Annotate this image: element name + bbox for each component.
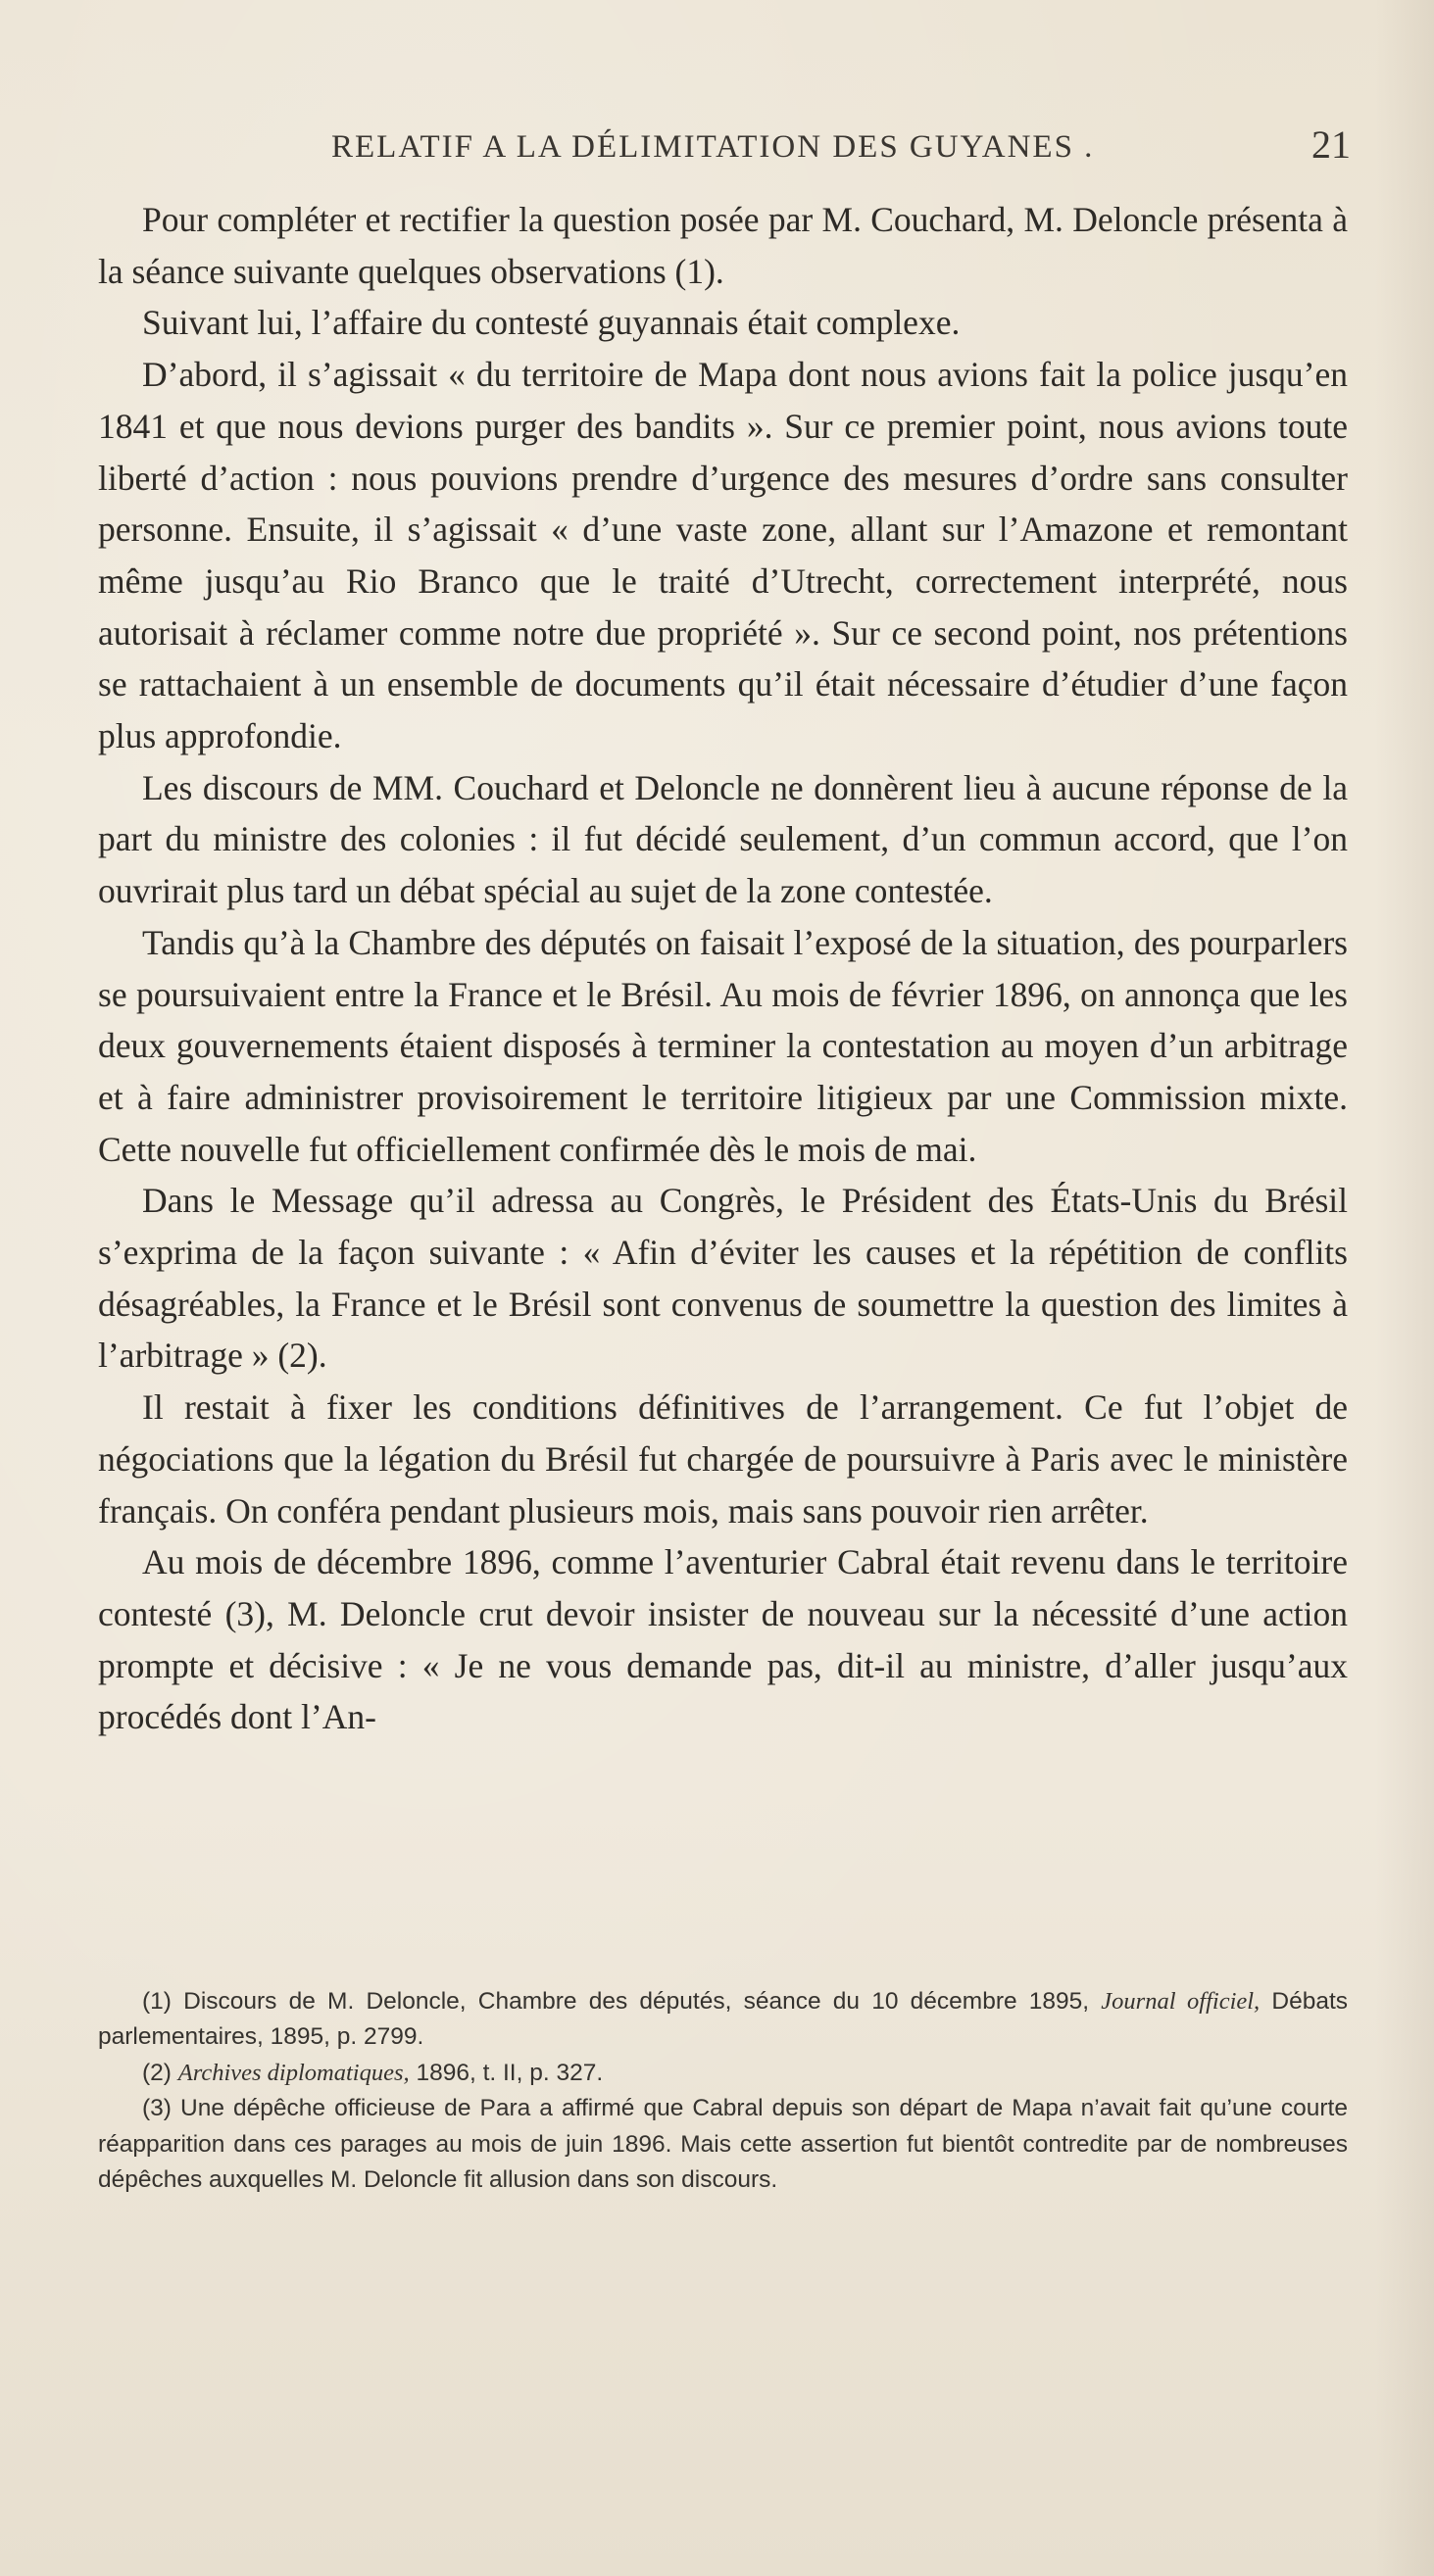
footnote-1 <box>98 1984 1348 2056</box>
paragraph: Au mois de décembre 1896, comme l’aventurier Cabral était revenu dans le territoire contesté (3), M. Deloncle crut devoir insister de nouveau sur la nécessité d’une action prompte et décisive : « Je ne vous demande pas, dit-il au ministre, d’aller jusqu’aux procédés dont l’An- <box>98 1542 1348 1737</box>
main-text <box>98 194 1348 1743</box>
footnote-2 <box>98 2056 1348 2091</box>
footnote-3: (3) Une dépêche officieuse de Para a affirmé que Cabral depuis son départ de Mapa n’avait fait qu’une courte réapparition dans ces parages au mois de juin 1896. Mais cette assertion fut bientôt contredite par de nombreuses dépêches auxquelles M. Deloncle fit allusion dans son discours. <box>98 2095 1348 2194</box>
running-header <box>331 122 1351 174</box>
footnotes <box>98 1984 1348 2198</box>
paragraph: D’abord, il s’agissait « du territoire de Mapa dont nous avions fait la police jusqu’en 1841 et que nous devions purger des bandits ». Sur ce premier point, nous avions toute liberté d’action : nous pouvions prendre d’urgence des mesures d’ordre sans consulter personne. Ensuite, il s’agissait « d’une vaste zone, allant sur l’Amazone et remontant même jusqu’au Rio Branco que le traité d’Utrecht, correctement interprété, nous autorisait à réclamer comme notre due propriété ». Sur ce second point, nos prétentions se rattachaient à un ensemble de documents qu’il était nécessaire d’étudier d’une façon plus approfondie. <box>98 355 1348 756</box>
footnote-text: 1896, t. II, p. 327. <box>409 2059 604 2086</box>
footnote-italic: Journal officiel, <box>1101 1988 1261 2015</box>
footnote-text: (2) <box>142 2059 178 2086</box>
page-edge-shading <box>1375 0 1434 2576</box>
footnote-italic: Archives diplomatiques, <box>177 2059 410 2086</box>
paragraph: Pour compléter et rectifier la question posée par M. Couchard, M. Deloncle présenta à la séance suivante quelques observations (1). <box>98 200 1348 291</box>
footnote-text: (1) Discours de M. Deloncle, Chambre des députés, séance du 10 décembre 1895, <box>142 1988 1102 2015</box>
footnote-text: Débats parlementaires, 1895, p. 2799. <box>98 1988 1349 2051</box>
running-title: RELATIF A LA DÉLIMITATION DES GUYANES . <box>331 129 1095 165</box>
paragraph: Les discours de MM. Couchard et Deloncle ne donnèrent lieu à aucune réponse de la part du ministre des colonies : il fut décidé seulement, d’un commun accord, que l’on ouvrirait plus tard un débat spécial au sujet de la zone contestée. <box>98 767 1348 911</box>
paragraph: Dans le Message qu’il adressa au Congrès, le Président des États-Unis du Brésil s’exprima de la façon suivante : « Afin d’éviter les causes et la répétition de conflits désagréables, la France et le Brésil sont convenus de soumettre la question des limites à l’arbitrage » (2). <box>98 1181 1348 1376</box>
paragraph: Tandis qu’à la Chambre des députés on faisait l’exposé de la situation, des pourparlers se poursuivaient entre la France et le Brésil. Au mois de février 1896, on annonça que les deux gouvernements étaient disposés à terminer la contestation au moyen d’un arbitrage et à faire administrer provisoirement le territoire litigieux par une Commission mixte. Cette nouvelle fut officiellement confirmée dès le mois de mai. <box>98 922 1348 1169</box>
paragraph: Il restait à fixer les conditions définitives de l’arrangement. Ce fut l’objet de négociations que la légation du Brésil fut chargée de poursuivre à Paris avec le ministère français. On conféra pendant plusieurs mois, mais sans pouvoir rien arrêter. <box>98 1387 1348 1531</box>
page-number: 21 <box>1311 122 1351 167</box>
paragraph: Suivant lui, l’affaire du contesté guyannais était complexe. <box>142 303 961 343</box>
